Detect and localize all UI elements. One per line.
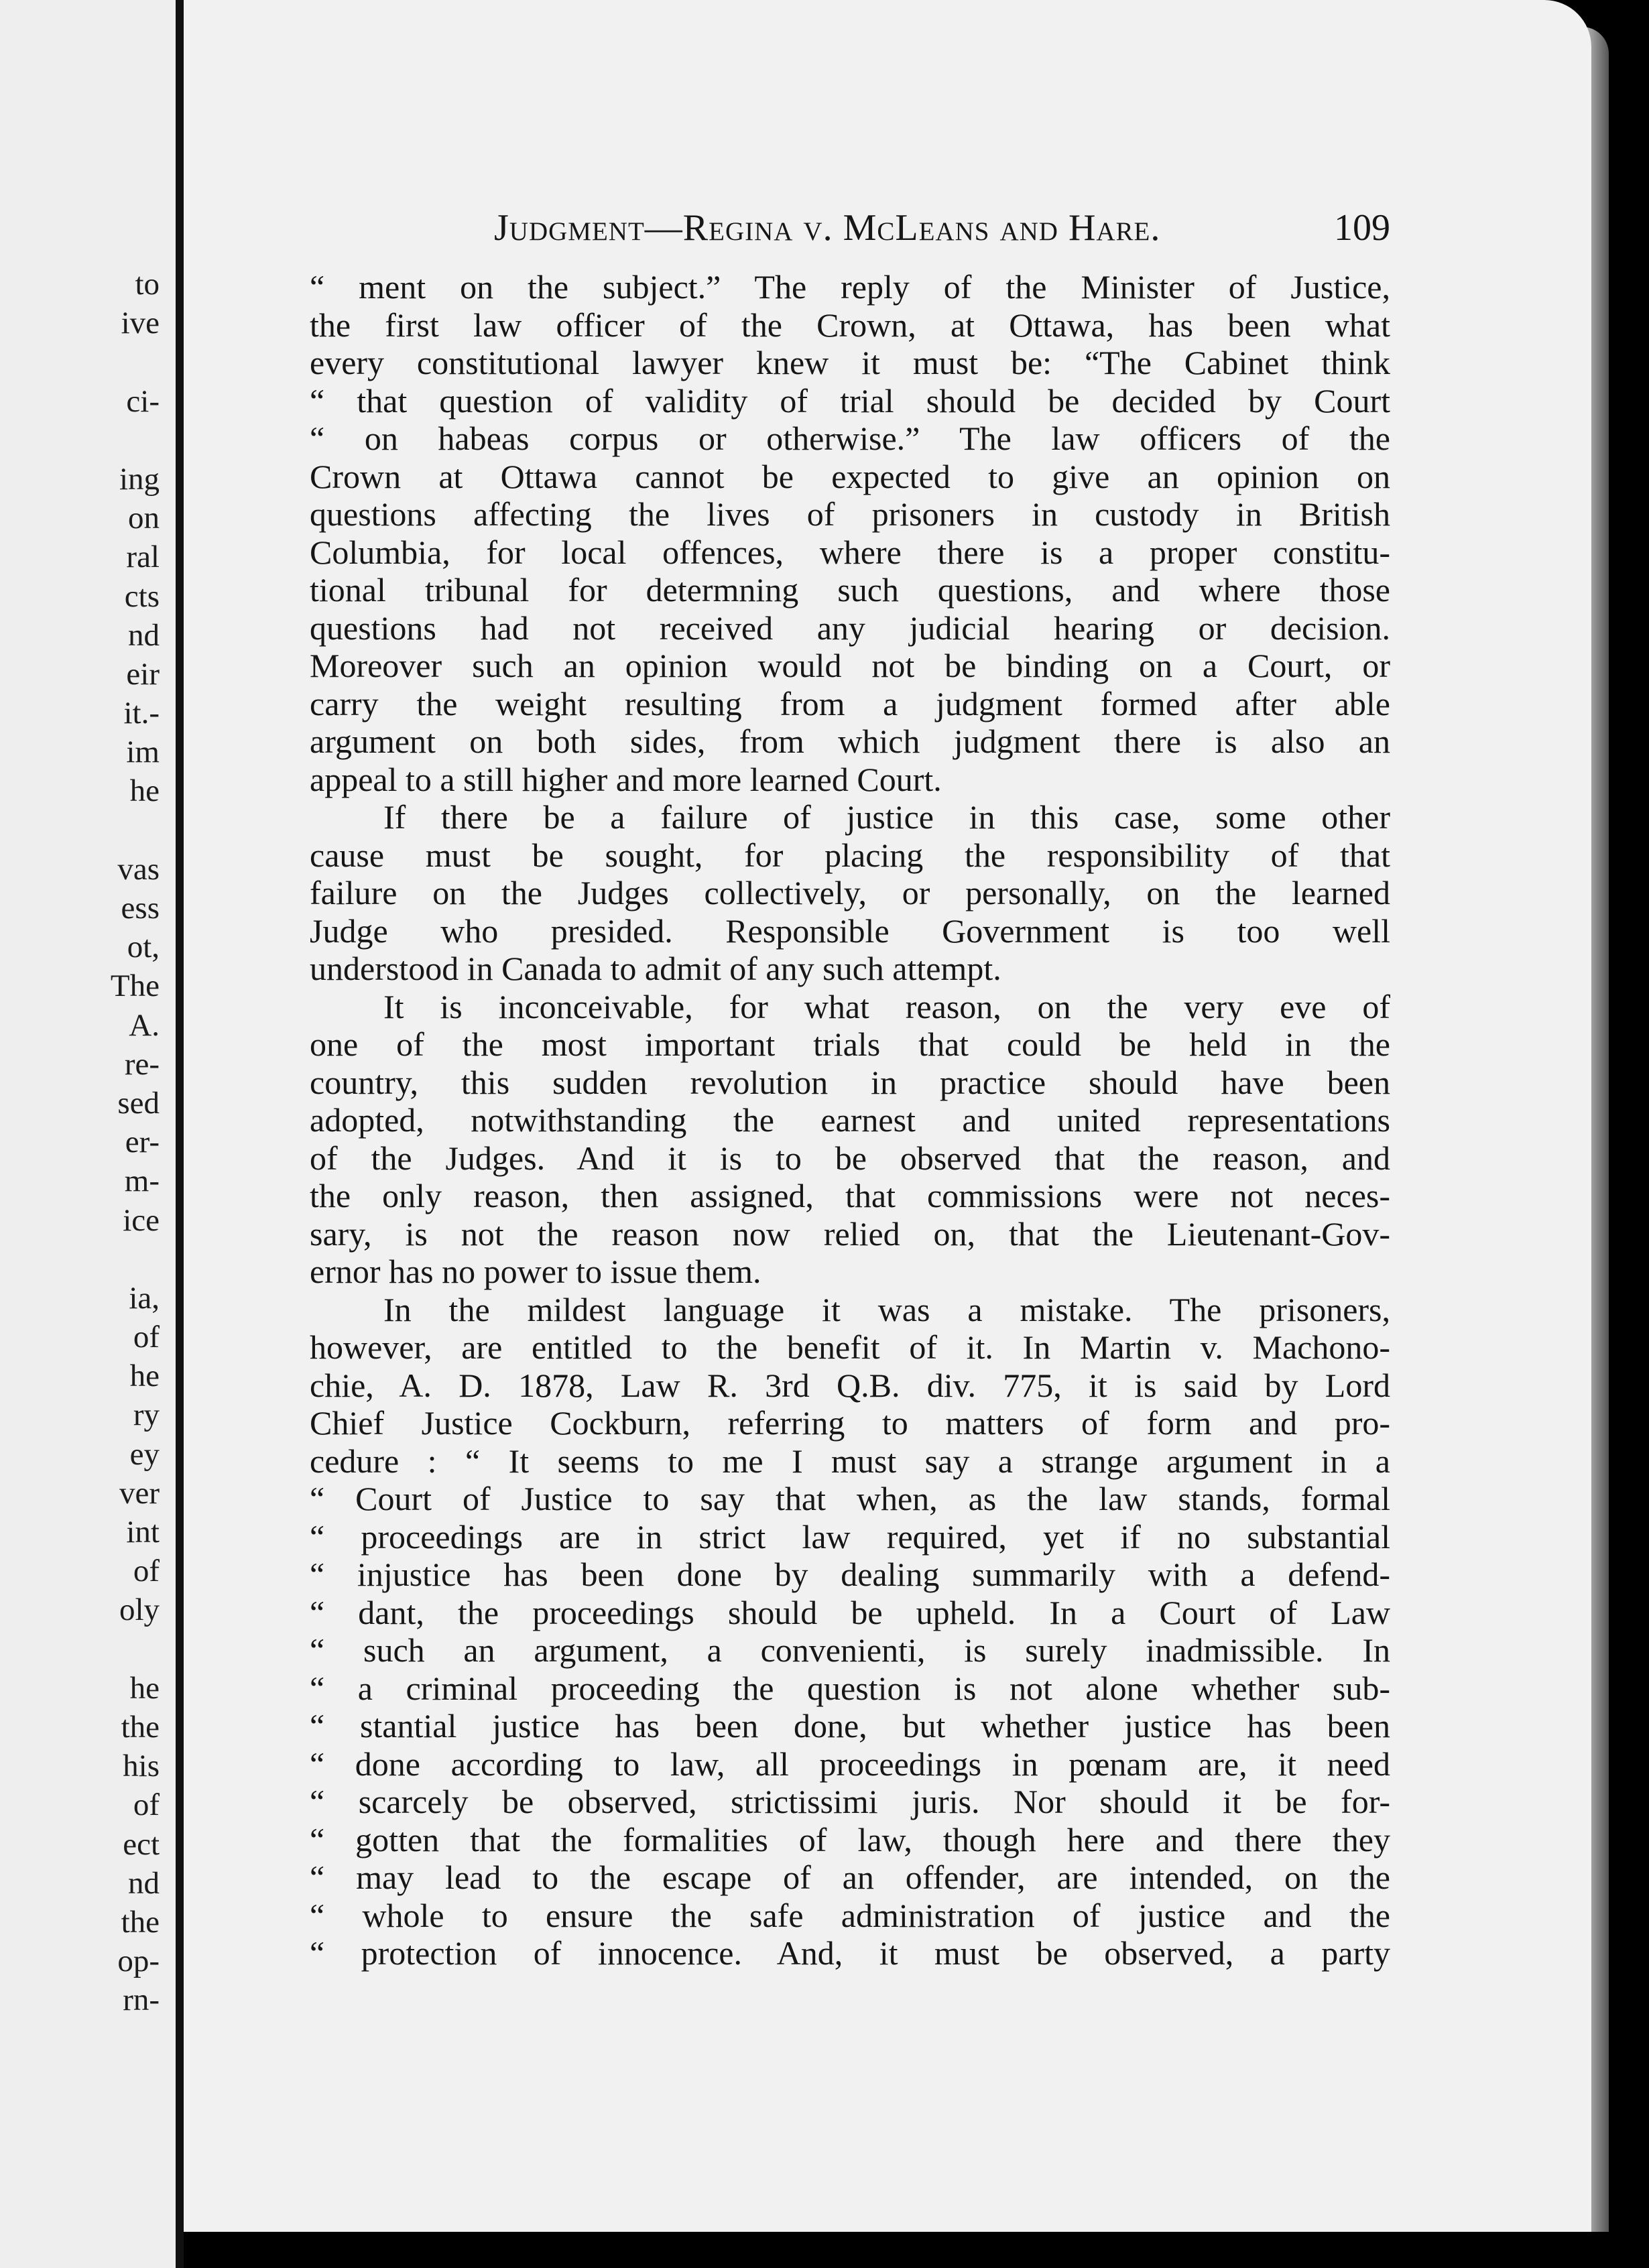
left-page-fragment: ess — [121, 891, 160, 926]
text-line: cedure : “ It seems to me I must say a strange argument in a — [310, 1442, 1390, 1480]
left-page-fragment — [25, 1630, 160, 1669]
left-page-fragment: he — [129, 1359, 160, 1394]
text-line: “ may lead to the escape of an offender, are intended, on the — [310, 1858, 1390, 1896]
left-page-fragment: cts — [124, 578, 160, 614]
left-page-fragment: to — [135, 267, 160, 302]
left-page-fragment: A. — [129, 1007, 160, 1043]
left-page-fragment: of — [133, 1787, 160, 1823]
left-page-fragment — [25, 811, 160, 850]
text-line: Chief Justice Cockburn, referring to matters of form and pro- — [310, 1404, 1390, 1442]
text-line: ernor has no power to issue them. — [310, 1253, 761, 1290]
text-line: country, this sudden revolution in practice should have been — [310, 1063, 1390, 1101]
text-line: tional tribunal for determning such questions, and where those — [310, 571, 1390, 609]
text-line: adopted, notwithstanding the earnest and united representations — [310, 1101, 1390, 1139]
page-number: 109 — [1334, 207, 1390, 249]
left-page-fragment: he — [129, 773, 160, 809]
text-line: “ whole to ensure the safe administration of justice and the — [310, 1896, 1390, 1934]
running-head: Judgment—Regina v. McLeans and Hare. — [494, 207, 1161, 249]
left-page-fragment: ect — [123, 1826, 160, 1862]
text-line: cause must be sought, for placing the responsibility of that — [310, 836, 1390, 874]
left-page-fragment: nd — [128, 1865, 160, 1901]
left-page-fragment: eir — [126, 656, 160, 692]
left-page-fragment: ive — [121, 306, 160, 341]
left-page-fragment: sed — [117, 1085, 160, 1121]
text-line: however, are entitled to the benefit of it. In Martin v. Machono- — [310, 1328, 1390, 1366]
text-line: the only reason, then assigned, that commissions were not neces- — [310, 1177, 1390, 1214]
text-line: “ on habeas corpus or otherwise.” The law officers of the — [310, 420, 1390, 457]
text-line: questions had not received any judicial hearing or decision. — [310, 609, 1390, 647]
text-line: sary, is not the reason now relied on, that the Lieutenant-Gov- — [310, 1214, 1390, 1253]
left-page-fragment: op- — [117, 1944, 160, 1979]
text-line: questions affecting the lives of prisoners in custody in British — [310, 495, 1390, 533]
left-page-fragment: int — [126, 1515, 160, 1550]
text-line: Judge who presided. Responsible Government is too well — [310, 911, 1390, 950]
book-gutter — [176, 0, 184, 2268]
body-text — [310, 268, 1390, 1972]
left-page-fragment: im — [126, 735, 160, 770]
left-page-fragment — [25, 421, 160, 460]
text-line: It is inconceivable, for what reason, on the very eve of — [383, 987, 1390, 1025]
text-line: “ scarcely be observed, strictissimi juris. Nor should it be for- — [310, 1783, 1390, 1820]
text-line: “ such an argument, a convenienti, is surely inadmissible. In — [310, 1631, 1390, 1669]
left-page-fragment: on — [128, 501, 160, 536]
text-line: appeal to a still higher and more learned Court. — [310, 760, 942, 798]
left-page-fragment: ci- — [126, 383, 160, 419]
left-page-fragment: ral — [126, 540, 160, 575]
left-page-fragment: of — [133, 1320, 160, 1355]
left-page-fragment: ver — [119, 1475, 160, 1511]
text-line: “ done according to law, all proceedings in pœnam are, it need — [310, 1745, 1390, 1783]
left-page-fragment: his — [123, 1749, 160, 1784]
text-line: failure on the Judges collectively, or personally, on the learned — [310, 874, 1390, 911]
text-line: “ ment on the subject.” The reply of the Minister of Justice, — [310, 268, 1390, 306]
left-page-fragment: ice — [123, 1202, 160, 1238]
text-line: one of the most important trials that could be held in the — [310, 1025, 1390, 1063]
text-line: Moreover such an opinion would not be binding on a Court, or — [310, 647, 1390, 684]
text-line: “ a criminal proceeding the question is not alone whether sub- — [310, 1669, 1390, 1707]
left-page-fragment: oly — [119, 1592, 160, 1628]
left-page-fragment: m- — [124, 1163, 160, 1199]
left-page-fragment: ia, — [129, 1280, 160, 1316]
text-line: “ gotten that the formalities of law, though here and there they — [310, 1820, 1390, 1858]
text-line: Columbia, for local offences, where there is a proper constitu- — [310, 533, 1390, 571]
left-page-fragment: The — [110, 968, 160, 1004]
text-line: “ stantial justice has been done, but whether justice has been — [310, 1707, 1390, 1745]
text-line: chie, A. D. 1878, Law R. 3rd Q.B. div. 775, it is said by Lord — [310, 1366, 1390, 1404]
text-line: carry the weight resulting from a judgment formed after able — [310, 684, 1390, 722]
left-page-fragment: vas — [117, 851, 160, 887]
left-page-fragment: of — [133, 1554, 160, 1589]
left-page-fragment: the — [121, 1904, 160, 1940]
left-page-fragment: ing — [119, 461, 160, 497]
page-header — [310, 206, 1390, 253]
left-page-fragment: it.- — [123, 696, 160, 731]
left-page-fragments — [25, 265, 160, 2019]
text-line: understood in Canada to admit of any such attempt. — [310, 950, 1001, 987]
left-page-fragment: rn- — [123, 1982, 160, 2018]
left-page-fragment: ry — [133, 1397, 160, 1433]
left-page-edge — [0, 0, 176, 2268]
text-line: argument on both sides, from which judgment there is also an — [310, 722, 1390, 760]
text-line: “ that question of validity of trial should be decided by Court — [310, 381, 1390, 420]
text-line: the first law officer of the Crown, at Ottawa, has been what — [310, 306, 1390, 344]
left-page-fragment — [25, 342, 160, 381]
text-line: If there be a failure of justice in this case, some other — [383, 798, 1390, 836]
text-line: every constitutional lawyer knew it must be: “The Cabinet think — [310, 344, 1390, 381]
left-page-fragment: he — [129, 1670, 160, 1706]
text-line: “ Court of Justice to say that when, as the law stands, formal — [310, 1480, 1390, 1517]
text-line: “ proceedings are in strict law required, yet if no substantial — [310, 1517, 1390, 1556]
text-line: “ dant, the proceedings should be upheld. In a Court of Law — [310, 1593, 1390, 1631]
text-line: “ protection of innocence. And, it must be observed, a party — [310, 1934, 1390, 1972]
left-page-fragment — [25, 1240, 160, 1279]
left-page-fragment: nd — [128, 617, 160, 653]
text-line: of the Judges. And it is to be observed that the reason, and — [310, 1139, 1390, 1177]
left-page-fragment: the — [121, 1709, 160, 1745]
left-page-fragment: er- — [125, 1125, 160, 1160]
left-page-fragment: re- — [124, 1046, 160, 1082]
text-line: Crown at Ottawa cannot be expected to give an opinion on — [310, 457, 1390, 495]
left-page-fragment: ot, — [127, 930, 160, 965]
text-line: “ injustice has been done by dealing summarily with a defend- — [310, 1556, 1390, 1593]
text-line: In the mildest language it was a mistake. The prisoners, — [383, 1290, 1390, 1328]
left-page-fragment: ey — [129, 1436, 160, 1472]
